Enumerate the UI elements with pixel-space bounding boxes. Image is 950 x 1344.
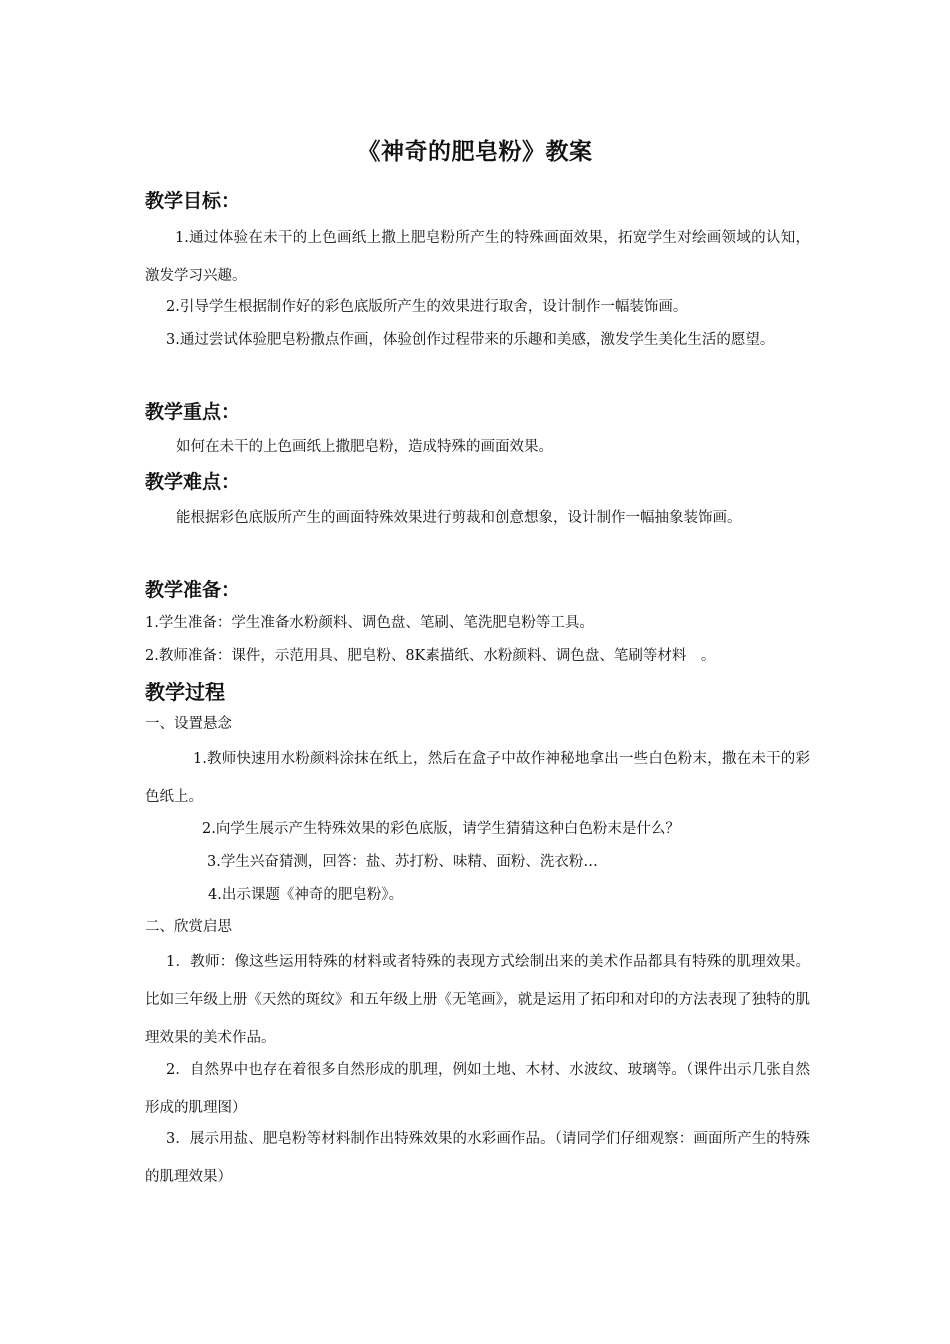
goal-item-3: 3.通过尝试体验肥皂粉撒点作画，体验创作过程带来的乐趣和美感，激发学生美化生活的愿望。: [166, 332, 775, 348]
part1-item-2: 2.向学生展示产生特殊效果的彩色底版，请学生猜猜这种白色粉末是什么？: [202, 821, 680, 837]
process-part2-title: 二、欣赏启思: [145, 919, 232, 935]
key-points-text: 如何在未干的上色画纸上撒肥皂粉，造成特殊的画面效果。: [176, 439, 553, 455]
preparation-item-1: 1.学生准备：学生准备水粉颜料、调色盘、笔刷、笔洗肥皂粉等工具。: [145, 615, 594, 631]
part1-item-1: 1.教师快速用水粉颜料涂抹在纸上，然后在盒子中故作神秘地拿出一些白色粉末，撒在未干的彩色纸上。: [145, 751, 810, 805]
difficulties-text: 能根据彩色底版所产生的画面特殊效果进行剪裁和创意想象，设计制作一幅抽象装饰画。: [176, 510, 742, 526]
part1-item-4: 4.出示课题《神奇的肥皂粉》。: [208, 887, 404, 903]
part2-item-3: 3．展示用盐、肥皂粉等材料制作出特殊效果的水彩画作品。（请同学们仔细观察：画面所产生的特殊的肌理效果）: [145, 1131, 810, 1185]
heading-key-points: 教学重点：: [145, 401, 241, 423]
goal-item-2: 2.引导学生根据制作好的彩色底版所产生的效果进行取舍，设计制作一幅装饰画。: [166, 299, 688, 315]
part2-item-2: 2．自然界中也存在着很多自然形成的肌理，例如土地、木材、水波纹、玻璃等。（课件出示几张自然形成的肌理图）: [145, 1062, 810, 1116]
heading-process: 教学过程: [145, 680, 225, 704]
process-part1-title: 一、设置悬念: [145, 716, 232, 732]
heading-preparation: 教学准备：: [145, 579, 241, 601]
heading-difficulties: 教学难点：: [145, 471, 241, 493]
document-title: 《神奇的肥皂粉》教案: [357, 139, 593, 165]
preparation-item-2: 2.教师准备：课件，示范用具、肥皂粉、8K素描纸、水粉颜料、调色盘、笔刷等材料 。: [145, 648, 716, 664]
part2-item-1: 1．教师：像这些运用特殊的材料或者特殊的表现方式绘制出来的美术作品都具有特殊的肌理效果。比如三年级上册《天然的斑纹》和五年级上册《无笔画》，就是运用了拓印和对印的方法表现了独特的肌理效果的美术作品。: [145, 954, 810, 1046]
part1-item-3: 3.学生兴奋猜测，回答：盐、苏打粉、味精、面粉、洗衣粉…: [207, 854, 598, 870]
goal-item-1: 1.通过体验在未干的上色画纸上撒上肥皂粉所产生的特殊画面效果，拓宽学生对绘画领域的认知，激发学习兴趣。: [145, 230, 810, 284]
heading-goals: 教学目标：: [145, 190, 241, 212]
